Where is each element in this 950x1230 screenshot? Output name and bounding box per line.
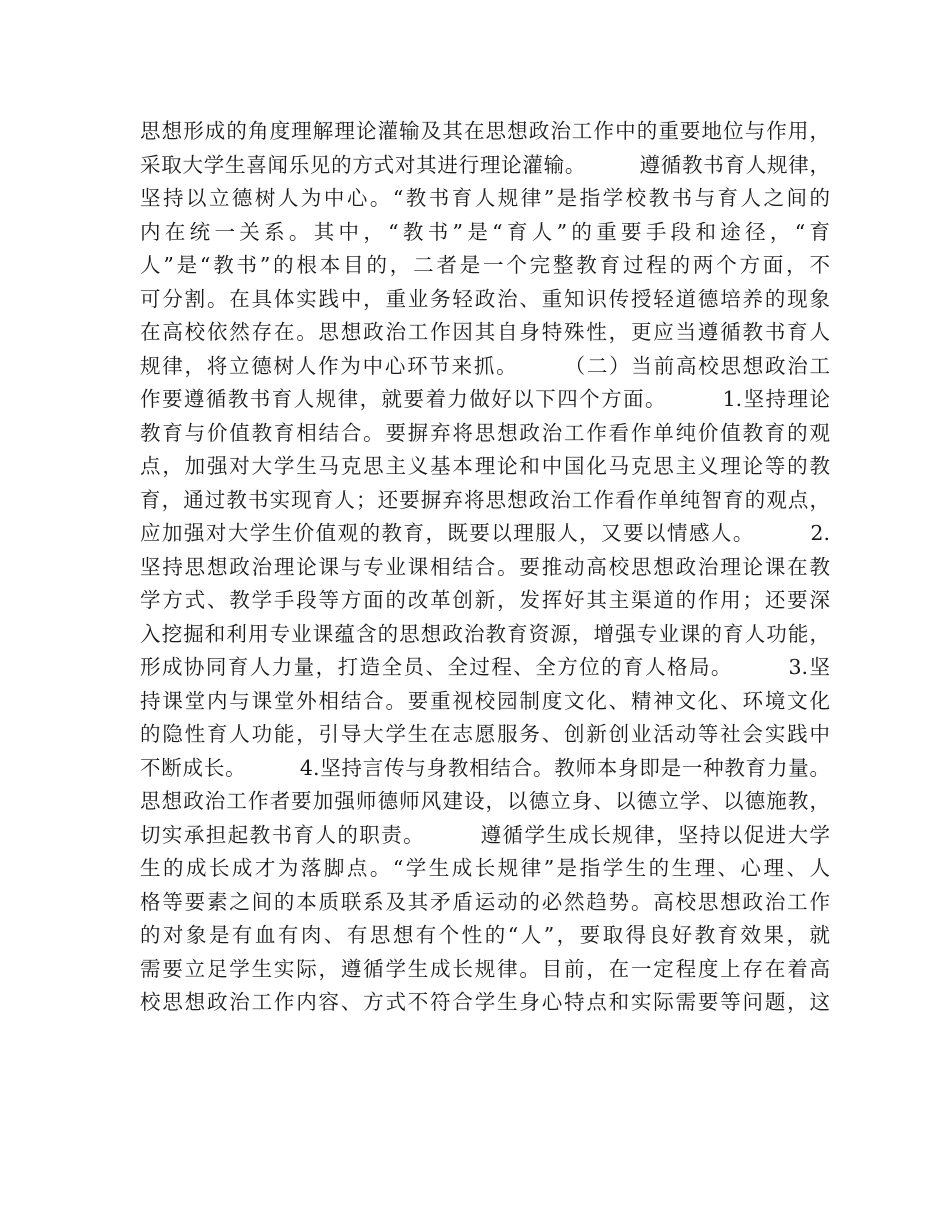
text-line-9: 作要遵循教书育人规律，就要着力做好以下四个方面。 1.坚持理论 (140, 387, 830, 411)
text-line-19: 的隐性育人功能，引导大学生在志愿服务、创新创业活动等社会实践中 (140, 722, 830, 746)
text-line-18: 持课堂内与课堂外相结合。要重视校园制度文化、精神文化、环境文化 (140, 688, 830, 713)
text-line-21: 思想政治工作者要加强师德师风建设，以德立身、以德立学、以德施教， (140, 789, 830, 813)
text-line-8: 规律，将立德树人作为中心环节来抓。 （二）当前高校思想政治工 (140, 353, 830, 378)
text-line-3: 坚持以立德树人为中心。“教书育人规律”是指学校教书与育人之间的 (140, 186, 830, 210)
text-line-23: 生的成长成才为落脚点。“学生成长规律”是指学生的生理、心理、人 (140, 856, 830, 880)
text-line-22: 切实承担起教书育人的职责。 遵循学生成长规律，坚持以促进大学 (140, 822, 830, 847)
text-line-11: 点，加强对大学生马克思主义基本理论和中国化马克思主义理论等的教 (140, 454, 830, 478)
body-text (140, 115, 830, 1020)
text-line-5: 人”是“教书”的根本目的，二者是一个完整教育过程的两个方面，不 (140, 253, 830, 277)
text-line-10: 教育与价值教育相结合。要摒弃将思想政治工作看作单纯价值教育的观 (140, 420, 830, 445)
text-line-16: 入挖掘和利用专业课蕴含的思想政治教育资源，增强专业课的育人功能， (140, 621, 830, 646)
text-line-13: 应加强对大学生价值观的教育，既要以理服人，又要以情感人。 2. (140, 521, 830, 545)
text-line-6: 可分割。在具体实践中，重业务轻政治、重知识传授轻道德培养的现象 (140, 286, 830, 311)
text-line-17: 形成协同育人力量，打造全员、全过程、全方位的育人格局。 3.坚 (140, 655, 830, 679)
text-line-12: 育，通过教书实现育人；还要摒弃将思想政治工作看作单纯智育的观点， (140, 487, 830, 512)
text-line-7: 在高校依然存在。思想政治工作因其自身特殊性，更应当遵循教书育人 (140, 320, 830, 344)
text-line-27: 校思想政治工作内容、方式不符合学生身心特点和实际需要等问题，这 (140, 990, 830, 1014)
text-line-2: 采取大学生喜闻乐见的方式对其进行理论灌输。 遵循教书育人规律， (140, 152, 830, 177)
text-line-26: 需要立足学生实际，遵循学生成长规律。目前，在一定程度上存在着高 (140, 956, 830, 981)
text-line-1: 思想形成的角度理解理论灌输及其在思想政治工作中的重要地位与作用， (140, 119, 830, 143)
text-line-20: 不断成长。 4.坚持言传与身教相结合。教师本身即是一种教育力量。 (140, 755, 830, 780)
text-line-14: 坚持思想政治理论课与专业课相结合。要推动高校思想政治理论课在教 (140, 554, 830, 579)
text-line-25: 的对象是有血有肉、有思想有个性的“人”，要取得良好教育效果，就 (140, 923, 830, 947)
text-line-4: 内在统一关系。其中，“教书”是“育人”的重要手段和途径，“育 (140, 219, 830, 244)
text-line-15: 学方式、教学手段等方面的改革创新，发挥好其主渠道的作用；还要深 (140, 588, 830, 612)
text-line-24: 格等要素之间的本质联系及其矛盾运动的必然趋势。高校思想政治工作 (140, 889, 830, 914)
